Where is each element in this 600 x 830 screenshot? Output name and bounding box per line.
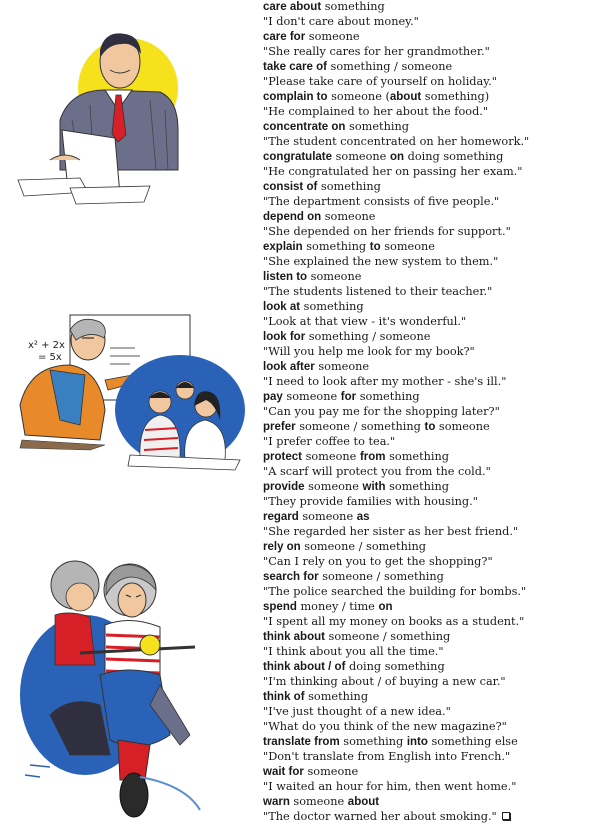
example-text: "The department consists of five people." <box>263 195 500 208</box>
verb-keyword: care about <box>263 1 322 13</box>
verb-keyword: look at <box>263 301 301 313</box>
verb-keyword: consist of <box>263 181 318 193</box>
verb-object: someone / something <box>324 630 451 643</box>
verb-pattern <box>263 239 600 254</box>
verb-object: someone <box>314 360 370 373</box>
verb-keyword: listen to <box>263 271 308 283</box>
verb-object: something <box>385 450 450 463</box>
example-text: "The doctor warned her about smoking." <box>263 810 497 823</box>
example-text: "Please take care of yourself on holiday." <box>263 75 497 88</box>
verb-object: something <box>385 480 450 493</box>
verb-entry <box>263 509 600 539</box>
verb-pattern <box>263 59 600 74</box>
verb-object: something <box>345 120 409 133</box>
businessman-at-desk-icon <box>10 10 180 210</box>
verb-keyword: pay <box>263 391 283 403</box>
verb-keyword: regard <box>263 511 299 523</box>
example-text: "She explained the new system to them." <box>263 255 499 268</box>
verb-entry <box>263 119 600 149</box>
example-sentence <box>263 584 600 599</box>
verb-object: something <box>317 180 381 193</box>
verb-keyword: with <box>362 481 386 493</box>
verb-pattern <box>263 734 600 749</box>
verb-entry <box>263 59 600 89</box>
verb-keyword: care for <box>263 31 306 43</box>
example-sentence <box>263 254 600 269</box>
verb-keyword: spend <box>263 601 297 613</box>
example-sentence <box>263 314 600 329</box>
verb-pattern <box>263 149 600 164</box>
example-text: "I prefer coffee to tea." <box>263 435 396 448</box>
illustrations <box>0 0 255 827</box>
example-text: "She regarded her sister as her best friend." <box>263 525 519 538</box>
example-text: "The police searched the building for bombs." <box>263 585 527 598</box>
verb-object: someone <box>301 450 360 463</box>
verb-pattern <box>263 449 600 464</box>
verb-keyword: take care of <box>263 61 327 73</box>
verb-object: something <box>300 300 364 313</box>
verb-keyword: as <box>356 511 370 523</box>
verb-entry <box>263 599 600 629</box>
verb-object: something <box>356 390 420 403</box>
verb-entry <box>263 734 600 764</box>
example-sentence <box>263 74 600 89</box>
verb-keyword: protect <box>263 451 302 463</box>
example-text: "Can you pay me for the shopping later?" <box>263 405 500 418</box>
verb-object: something / someone <box>326 60 453 73</box>
verb-keyword: prefer <box>263 421 296 433</box>
verb-object: someone <box>435 420 490 433</box>
example-sentence <box>263 494 600 509</box>
verb-entry <box>263 794 600 824</box>
verb-entry <box>263 29 600 59</box>
board-text-line-1: x² + 2x <box>28 340 65 351</box>
verb-keyword: think about <box>263 631 325 643</box>
verb-object: someone <box>289 795 348 808</box>
verb-pattern <box>263 629 600 644</box>
verb-pattern <box>263 509 600 524</box>
verb-pattern <box>263 89 600 104</box>
verb-pattern <box>263 209 600 224</box>
verb-keyword: to <box>424 421 436 433</box>
verb-entry <box>263 389 600 419</box>
square-box-icon <box>502 812 510 820</box>
verb-object: someone / something <box>295 420 425 433</box>
verb-keyword: to <box>369 241 381 253</box>
verb-keyword: depend on <box>263 211 322 223</box>
example-text: "I spent all my money on books as a student." <box>263 615 525 628</box>
example-sentence <box>263 194 600 209</box>
verb-keyword: about <box>389 91 422 103</box>
example-text: "Don't translate from English into French." <box>263 750 511 763</box>
verb-keyword: think of <box>263 691 305 703</box>
verb-object: someone <box>298 510 357 523</box>
example-sentence <box>263 719 600 734</box>
verb-entry <box>263 329 600 359</box>
verb-pattern <box>263 689 600 704</box>
verb-entry <box>263 689 600 734</box>
verb-object: money / time <box>296 600 379 613</box>
verb-entry <box>263 449 600 479</box>
example-sentence <box>263 404 600 419</box>
example-text: "I've just thought of a new idea." <box>263 705 451 718</box>
verb-object: someone <box>380 240 435 253</box>
example-text: "I don't care about money." <box>263 15 419 28</box>
verb-object: someone <box>321 210 376 223</box>
verb-keyword: look after <box>263 361 315 373</box>
verb-entry <box>263 239 600 269</box>
example-text: "I think about you all the time." <box>263 645 444 658</box>
verb-keyword: wait for <box>263 766 304 778</box>
verb-pattern <box>263 0 600 14</box>
verb-object: something <box>321 0 385 13</box>
verb-object: doing something <box>404 150 504 163</box>
verb-keyword: translate from <box>263 736 340 748</box>
example-text: "I need to look after my mother - she's ill." <box>263 375 507 388</box>
example-sentence <box>263 524 600 539</box>
example-text: "What do you think of the new magazine?" <box>263 720 507 733</box>
verb-pattern <box>263 389 600 404</box>
example-sentence <box>263 104 600 119</box>
example-text: "He congratulated her on passing her exam." <box>263 165 523 178</box>
example-sentence <box>263 374 600 389</box>
example-sentence <box>263 464 600 479</box>
verb-entry <box>263 269 600 299</box>
verb-object: something) <box>421 90 490 103</box>
verb-entry <box>263 0 600 29</box>
example-sentence <box>263 809 600 824</box>
verb-pattern <box>263 269 600 284</box>
verb-pattern <box>263 419 600 434</box>
verb-pattern <box>263 479 600 494</box>
verb-pattern <box>263 29 600 44</box>
verb-entry <box>263 659 600 689</box>
verb-object: someone <box>305 30 360 43</box>
example-sentence <box>263 644 600 659</box>
verb-keyword: into <box>406 736 428 748</box>
verb-entry <box>263 479 600 509</box>
verb-object: something <box>302 240 370 253</box>
verb-keyword: warn <box>263 796 290 808</box>
verb-object: someone <box>303 765 359 778</box>
verb-keyword: about <box>347 796 380 808</box>
verb-pattern <box>263 794 600 809</box>
couple-on-scooter-icon <box>10 555 210 830</box>
example-text: "They provide families with housing." <box>263 495 478 508</box>
verb-object: someone <box>282 390 341 403</box>
verb-keyword: concentrate on <box>263 121 346 133</box>
verb-pattern <box>263 299 600 314</box>
verb-entry <box>263 209 600 239</box>
verb-entry <box>263 149 600 179</box>
verb-pattern <box>263 764 600 779</box>
verb-object: someone <box>332 150 390 163</box>
verb-object: something <box>339 735 407 748</box>
verb-pattern <box>263 599 600 614</box>
example-text: "A scarf will protect you from the cold." <box>263 465 491 478</box>
verb-keyword: congratulate <box>263 151 333 163</box>
verb-entry <box>263 419 600 449</box>
verb-object: someone <box>304 480 363 493</box>
verb-pattern <box>263 569 600 584</box>
verb-entry <box>263 764 600 794</box>
example-text: "I'm thinking about / of buying a new car." <box>263 675 506 688</box>
verb-entry <box>263 359 600 389</box>
verb-pattern <box>263 179 600 194</box>
verb-keyword: on <box>378 601 393 613</box>
example-sentence <box>263 704 600 719</box>
verb-keyword: search for <box>263 571 319 583</box>
verb-pattern <box>263 119 600 134</box>
verb-object: someone <box>307 270 362 283</box>
verb-entry <box>263 89 600 119</box>
verb-keyword: rely on <box>263 541 301 553</box>
verb-entry <box>263 539 600 569</box>
example-sentence <box>263 749 600 764</box>
verb-object: someone / something <box>318 570 444 583</box>
verb-object: something else <box>427 735 518 748</box>
verb-keyword: for <box>340 391 357 403</box>
example-sentence <box>263 554 600 569</box>
verb-keyword: on <box>389 151 405 163</box>
verb-pattern <box>263 659 600 674</box>
example-sentence <box>263 614 600 629</box>
verb-object: someone / something <box>300 540 426 553</box>
example-sentence <box>263 164 600 179</box>
verb-keyword: provide <box>263 481 305 493</box>
example-sentence <box>263 284 600 299</box>
example-text: "The students listened to their teacher." <box>263 285 493 298</box>
verb-entry <box>263 569 600 599</box>
example-text: "She depended on her friends for support." <box>263 225 511 238</box>
example-sentence <box>263 134 600 149</box>
example-sentence <box>263 779 600 794</box>
example-text: "Will you help me look for my book?" <box>263 345 475 358</box>
example-text: "Look at that view - it's wonderful." <box>263 315 467 328</box>
example-text: "He complained to her about the food." <box>263 105 489 118</box>
verb-keyword: think about / of <box>263 661 346 673</box>
verb-keyword: complain to <box>263 91 328 103</box>
example-sentence <box>263 14 600 29</box>
verb-entry <box>263 299 600 329</box>
verb-object: someone ( <box>327 90 390 103</box>
example-text: "Can I rely on you to get the shopping?" <box>263 555 493 568</box>
example-sentence <box>263 44 600 59</box>
verb-pattern <box>263 329 600 344</box>
verb-pattern <box>263 539 600 554</box>
verb-pattern <box>263 359 600 374</box>
verb-keyword: from <box>359 451 386 463</box>
example-text: "I waited an hour for him, then went home." <box>263 780 517 793</box>
verb-entry <box>263 179 600 209</box>
verb-keyword: explain <box>263 241 303 253</box>
verb-keyword: look for <box>263 331 306 343</box>
example-sentence <box>263 344 600 359</box>
teacher-with-students-icon <box>10 310 255 480</box>
verb-object: something / someone <box>305 330 431 343</box>
example-text: "She really cares for her grandmother." <box>263 45 490 58</box>
verb-object: doing something <box>345 660 445 673</box>
verb-object: something <box>304 690 369 703</box>
verb-entry <box>263 629 600 659</box>
example-sentence <box>263 224 600 239</box>
example-text: "The student concentrated on her homework." <box>263 135 530 148</box>
verb-preposition-list <box>263 0 600 824</box>
board-text-line-2: = 5x <box>38 352 62 363</box>
example-sentence <box>263 674 600 689</box>
example-sentence <box>263 434 600 449</box>
